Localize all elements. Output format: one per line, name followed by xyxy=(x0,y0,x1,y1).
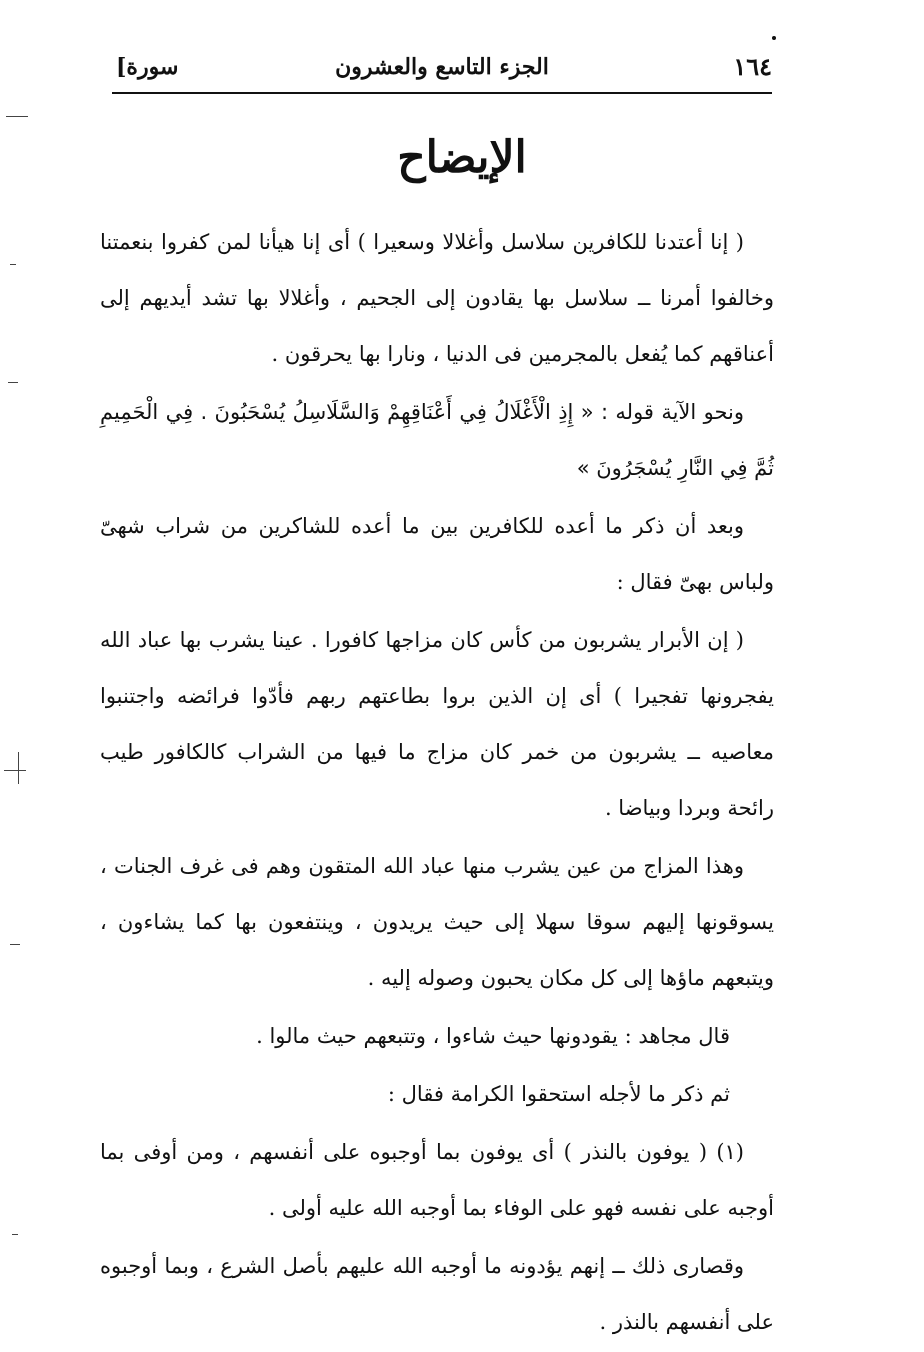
paragraph: ( إن الأبرار يشربون من كأس كان مزاجها كافورا . عينا يشرب بها عباد الله يفجرونها تفجيرا ) أى إن الذين بروا بطاعتهم ربهم فأدّوا فرائضه واجتنبوا معاصيه ــ يشربون من خمر كان مزاج ما فيها من الشراب كالكافور طيب رائحة وبردا وبياضا . xyxy=(100,628,774,820)
paragraph: وهذا المزاج من عين يشرب منها عباد الله المتقون وهم فى غرف الجنات ، يسوقونها إليهم سوقا سهلا إلى حيث يريدون ، وينتفعون بها كما يشاءون ، ويتبعهم ماؤها إلى كل مكان يحبون وصوله إليه . xyxy=(100,854,774,990)
left-margin-mark xyxy=(10,264,16,265)
paragraph: وبعد أن ذكر ما أعده للكافرين بين ما أعده للشاكرين من شراب شهىّ ولباس بهىّ فقال : xyxy=(100,514,774,594)
paragraph: وقصارى ذلك ــ إنهم يؤدونه ما أوجبه الله عليهم بأصل الشرع ، وبما أوجبوه على أنفسهم بالنذر . xyxy=(100,1254,774,1334)
left-margin-mark xyxy=(18,752,19,784)
section-heading: الإيضاح xyxy=(397,132,527,183)
surah-label-text: سورة xyxy=(126,54,179,80)
left-margin-mark xyxy=(6,116,28,117)
header-rule xyxy=(112,92,772,94)
paragraph: (١) ( يوفون بالنذر ) أى يوفون بما أوجبوه على أنفسهم ، ومن أوفى بما أوجبه على نفسه فهو على الوفاء بما أوجبه الله عليه أولى . xyxy=(100,1140,774,1220)
surah-bracket: ] xyxy=(116,54,127,80)
paragraph: ( إنا أعتدنا للكافرين سلاسل وأغلالا وسعيرا ) أى إنا هيأنا لمن كفروا بنعمتنا وخالفوا أمرنا ــ سلاسل بها يقادون إلى الجحيم ، وأغلالا بها تشد أيديهم إلى أعناقهم كما يُفعل بالمجرمين فى الدنيا ، ونارا بها يحرقون . xyxy=(100,230,774,366)
left-margin-mark xyxy=(4,770,26,771)
left-margin-mark xyxy=(10,944,20,945)
left-margin-mark xyxy=(12,1234,18,1235)
paragraph: ونحو الآية قوله : « إِذِ الْأَغْلَالُ فِي أَعْنَاقِهِمْ وَالسَّلَاسِلُ يُسْحَبُونَ . فِي الْحَمِيمِ ثُمَّ فِي النَّارِ يُسْجَرُونَ » xyxy=(100,400,774,480)
left-margin-mark xyxy=(8,382,18,383)
paragraph: قال مجاهد : يقودونها حيث شاءوا ، وتتبعهم حيث مالوا . xyxy=(256,1024,730,1048)
top-dot xyxy=(772,36,776,40)
page-header xyxy=(112,52,772,94)
running-title: الجزء التاسع والعشرون xyxy=(335,54,549,80)
surah-label xyxy=(112,54,178,80)
paragraph: ثم ذكر ما لأجله استحقوا الكرامة فقال : xyxy=(387,1082,730,1106)
page-number: ١٦٤ xyxy=(733,52,772,81)
body-text xyxy=(100,214,774,1352)
